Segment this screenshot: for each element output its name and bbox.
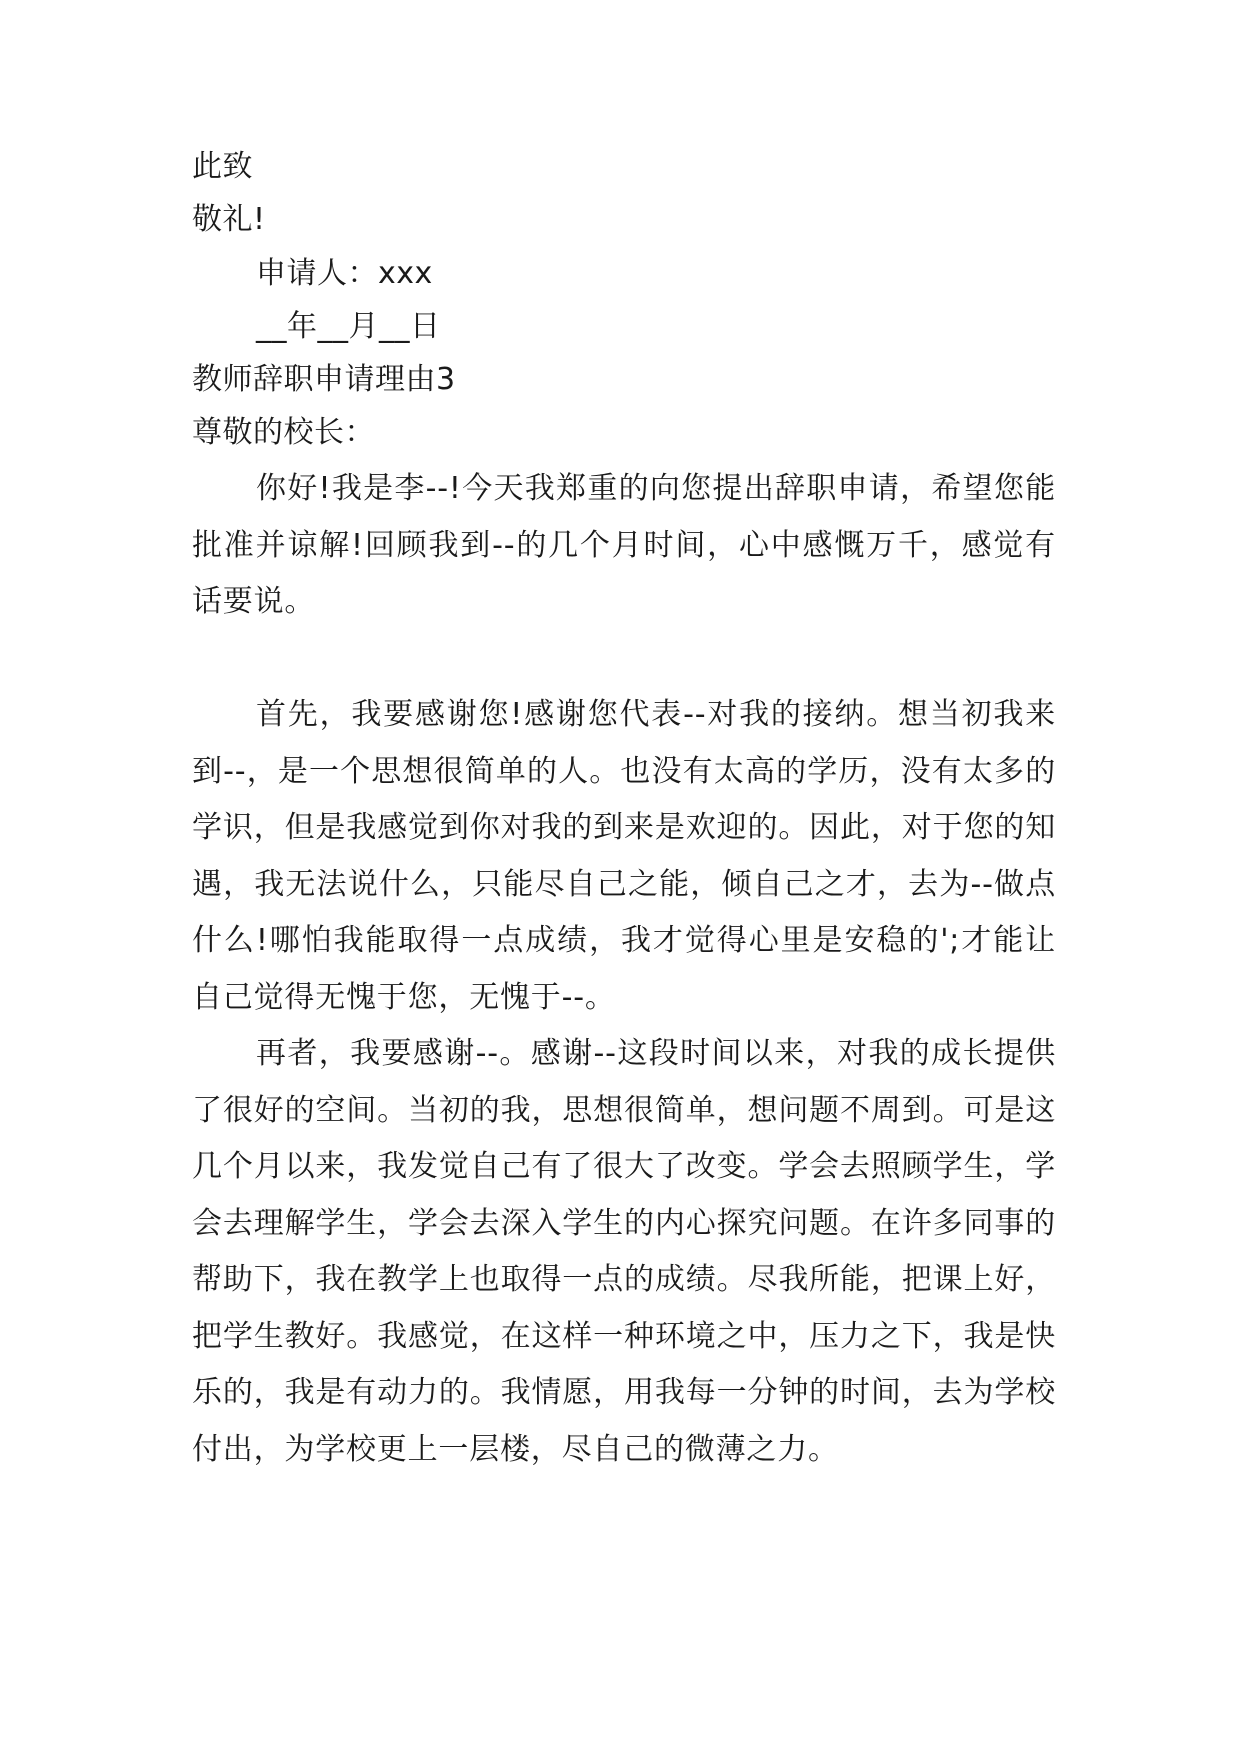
applicant-line: 申请人：xxx [256,256,433,291]
paragraph-greeting: 你好!我是李--!今天我郑重的向您提出辞职申请，希望您能批准并谅解!回顾我到--的几个月时间，心中感慨万千，感觉有话要说。 [192,471,1056,619]
paragraph-first: 首先，我要感谢您!感谢您代表--对我的接纳。想当初我来到--，是一个思想很简单的人。也没有太高的学历，没有太多的学识，但是我感觉到你对我的到来是欢迎的。因此，对于您的知遇，我无法说什么，只能尽自己之能，倾自己之才，去为--做点什么!哪怕我能取得一点成绩，我才觉得心里是安稳的';才能让自己觉得无愧于您，无愧于--。 [192,697,1056,1015]
section-title: 教师辞职申请理由3 [192,362,456,397]
salutation: 尊敬的校长： [192,415,375,450]
date-line: __年__月__日 [256,309,441,344]
paragraph-second: 再者，我要感谢--。感谢--这段时间以来，对我的成长提供了很好的空间。当初的我，思想很简单，想问题不周到。可是这几个月以来，我发觉自己有了很大了改变。学会去照顾学生，学会去理解学生，学会去深入学生的内心探究问题。在许多同事的帮助下，我在教学上也取得一点的成绩。尽我所能，把课上好，把学生教好。我感觉，在这样一种环境之中，压力之下，我是快乐的，我是有动力的。我情愿，用我每一分钟的时间，去为学校付出，为学校更上一层楼，尽自己的微薄之力。 [192,1036,1056,1467]
closing-line-1: 此致 [192,149,253,184]
closing-line-2: 敬礼! [192,202,266,237]
